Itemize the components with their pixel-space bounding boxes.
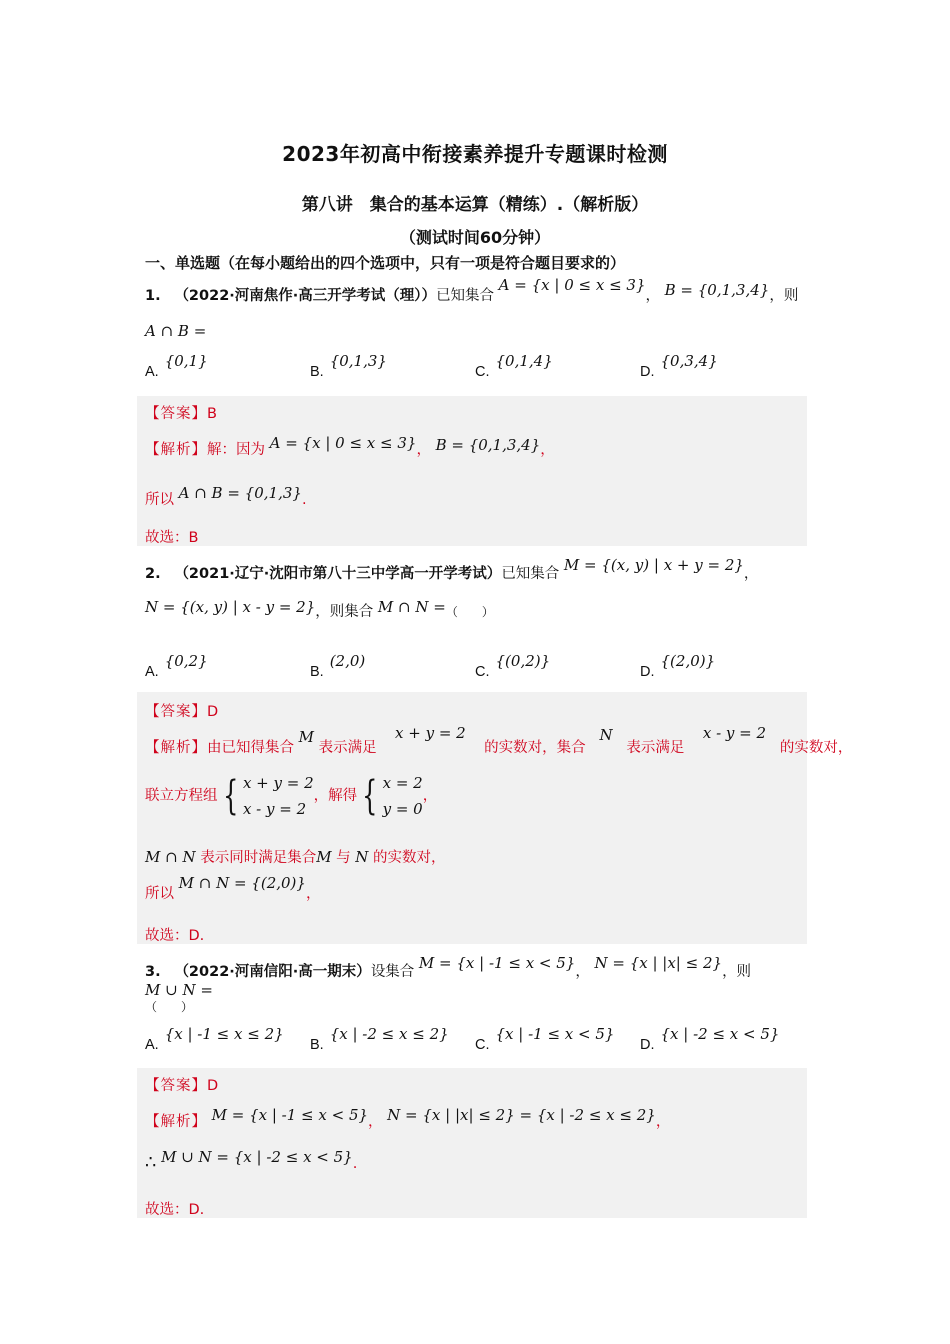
analysis-text: 解：因为 bbox=[207, 442, 265, 458]
option-c[interactable] bbox=[475, 352, 553, 380]
option-value: {0,1} bbox=[164, 352, 208, 370]
analysis-line bbox=[145, 724, 853, 757]
option-value: {0,1,3} bbox=[329, 352, 387, 370]
answer-line bbox=[145, 700, 218, 721]
option-a[interactable] bbox=[145, 1025, 284, 1053]
test-time: （测试时间60分钟） bbox=[399, 228, 551, 247]
analysis-text: ， bbox=[422, 788, 438, 804]
brace-icon: { bbox=[222, 773, 238, 819]
analysis-result-line: ∴ M ∪ N = {x | -2 ≤ x < 5}. bbox=[145, 1148, 358, 1173]
analysis-text: 表示同时满足集合 bbox=[200, 850, 317, 866]
option-label: B. bbox=[310, 364, 324, 380]
analysis-system-line bbox=[145, 770, 437, 822]
answer-value: D bbox=[207, 704, 219, 720]
stem-text: ，则 bbox=[769, 288, 799, 304]
equation: y = 0 bbox=[382, 800, 423, 818]
analysis-text: 所以 bbox=[145, 886, 174, 902]
question-2-stem-cont bbox=[145, 600, 805, 621]
analysis-formula: M bbox=[298, 728, 314, 746]
set-a-formula: A = {x | 0 ≤ x ≤ 3} bbox=[498, 276, 646, 294]
answer-line bbox=[145, 402, 217, 423]
option-label: D. bbox=[640, 664, 655, 680]
answer-box-1 bbox=[137, 396, 807, 546]
option-d[interactable] bbox=[640, 1025, 780, 1053]
analysis-formula: M = {x | -1 ≤ x < 5} bbox=[211, 1106, 369, 1124]
answer-tag: 【答案】 bbox=[145, 1078, 207, 1094]
option-value: {x | -1 ≤ x < 5} bbox=[495, 1025, 615, 1043]
set-b-formula: B = {0,1,3,4} bbox=[664, 281, 770, 299]
analysis-line: 【解析】解：因为 A = {x | 0 ≤ x ≤ 3}， B = {0,1,3,4}， bbox=[145, 434, 555, 458]
choose-line: 故选：D. bbox=[145, 928, 205, 944]
analysis-formula: N bbox=[599, 726, 613, 744]
option-label: D. bbox=[640, 364, 655, 380]
analysis-text: 的实数对， bbox=[779, 740, 853, 756]
option-label: A. bbox=[145, 364, 159, 380]
option-b[interactable] bbox=[310, 352, 387, 380]
option-value: {0,2} bbox=[164, 652, 208, 670]
analysis-result-line: 所以 A ∩ B = {0,1,3}. bbox=[145, 484, 307, 508]
ask-formula: A ∩ B = bbox=[145, 322, 207, 340]
option-value: {x | -2 ≤ x < 5} bbox=[660, 1025, 780, 1043]
analysis-text: 联立方程组 bbox=[145, 788, 218, 804]
analysis-formula: M ∩ N = {(2,0)} bbox=[178, 874, 306, 892]
option-label: A. bbox=[145, 1037, 159, 1053]
option-label: B. bbox=[310, 664, 324, 680]
option-label: C. bbox=[475, 664, 490, 680]
analysis-formula: B = {0,1,3,4} bbox=[435, 436, 541, 454]
choose-line: 故选：B bbox=[145, 530, 199, 546]
option-a[interactable] bbox=[145, 652, 208, 680]
question-2-stem: 2. （2021·辽宁·沈阳市第八十三中学高一开学考试）已知集合 M = {(x, y) | x + y = 2}， bbox=[145, 556, 759, 582]
option-value: {(0,2)} bbox=[495, 652, 551, 670]
document-title: 2023年初高中衔接素养提升专题课时检测 bbox=[282, 142, 668, 166]
option-value: {x | -2 ≤ x ≤ 2} bbox=[329, 1025, 449, 1043]
stem-text: 已知集合 bbox=[501, 566, 560, 582]
analysis-formula: x + y = 2 bbox=[395, 724, 466, 742]
analysis-formula: N bbox=[355, 848, 369, 866]
analysis-text: 的实数对，集合 bbox=[484, 740, 586, 756]
answer-line bbox=[145, 1074, 218, 1095]
question-source: （2022·河南信阳·高一期末） bbox=[174, 964, 371, 980]
analysis-text: 与 bbox=[336, 850, 351, 866]
stem-text: 已知集合 bbox=[436, 288, 495, 304]
option-value: (2,0) bbox=[329, 652, 366, 670]
option-label: C. bbox=[475, 364, 490, 380]
answer-value: B bbox=[207, 406, 217, 422]
set-n-formula: N = {x | |x| ≤ 2} bbox=[594, 954, 723, 972]
therefore-icon: ∴ bbox=[145, 1152, 157, 1173]
set-m-formula: M = {x | -1 ≤ x < 5} bbox=[418, 954, 576, 972]
set-n-formula: N = {(x, y) | x - y = 2} bbox=[145, 598, 316, 616]
question-1-stem bbox=[145, 276, 805, 305]
ask-formula: M ∪ N = bbox=[145, 981, 213, 999]
analysis-line bbox=[145, 846, 446, 867]
question-3-stem: 3. （2022·河南信阳·高一期末）设集合 M = {x | -1 ≤ x < 5}， N = {x | |x| ≤ 2}，则M ∪ N = bbox=[145, 954, 752, 999]
equation: x + y = 2 bbox=[242, 774, 314, 792]
equation-system bbox=[383, 770, 423, 822]
option-label: A. bbox=[145, 664, 159, 680]
option-b[interactable] bbox=[310, 1025, 449, 1053]
analysis-formula: M bbox=[316, 848, 332, 866]
equation-system bbox=[243, 770, 314, 822]
option-label: C. bbox=[475, 1037, 490, 1053]
question-source: （2022·河南焦作·高三开学考试（理）） bbox=[174, 288, 437, 304]
answer-tag: 【答案】 bbox=[145, 406, 207, 422]
answer-box-2 bbox=[137, 692, 853, 944]
analysis-formula: N = {x | |x| ≤ 2} = {x | -2 ≤ x ≤ 2} bbox=[387, 1106, 656, 1124]
choose-line: 故选：D. bbox=[145, 1202, 205, 1218]
brace-icon: { bbox=[362, 773, 378, 819]
option-value: {0,1,4} bbox=[495, 352, 553, 370]
analysis-text: ，解得 bbox=[313, 788, 358, 804]
answer-blank: （ ） bbox=[145, 1000, 194, 1014]
analysis-formula: x - y = 2 bbox=[702, 724, 767, 742]
analysis-formula: A ∩ B = {0,1,3} bbox=[178, 484, 302, 502]
equation: x - y = 2 bbox=[242, 800, 307, 818]
analysis-formula: M ∩ N bbox=[145, 848, 196, 866]
analysis-text: 由已知得集合 bbox=[207, 740, 294, 756]
option-label: B. bbox=[310, 1037, 324, 1053]
option-c[interactable] bbox=[475, 652, 551, 680]
option-a[interactable] bbox=[145, 352, 208, 380]
analysis-tag: 【解析】 bbox=[145, 1114, 207, 1130]
analysis-line: 【解析】 M = {x | -1 ≤ x < 5}， N = {x | |x| ≤ 2} = {x | -2 ≤ x ≤ 2}， bbox=[145, 1106, 671, 1130]
stem-text: 设集合 bbox=[370, 964, 415, 980]
option-value: {(2,0)} bbox=[660, 652, 716, 670]
stem-text: ，则集合 bbox=[315, 604, 374, 620]
question-number: 3. bbox=[145, 964, 161, 980]
analysis-text: 表示满足 bbox=[626, 740, 685, 756]
option-c[interactable] bbox=[475, 1025, 615, 1053]
option-d[interactable] bbox=[640, 352, 718, 380]
question-number: 2. bbox=[145, 566, 161, 582]
question-source: （2021·辽宁·沈阳市第八十三中学高一开学考试） bbox=[174, 566, 502, 582]
stem-text: ，则 bbox=[722, 964, 752, 980]
comma: ， bbox=[645, 288, 661, 304]
analysis-tag: 【解析】 bbox=[145, 442, 207, 458]
option-d[interactable] bbox=[640, 652, 716, 680]
answer-box-3 bbox=[137, 1068, 807, 1218]
analysis-formula: A = {x | 0 ≤ x ≤ 3} bbox=[269, 434, 417, 452]
analysis-text: 所以 bbox=[145, 492, 174, 508]
option-b[interactable] bbox=[310, 652, 366, 680]
answer-value: D bbox=[207, 1078, 219, 1094]
equation: x = 2 bbox=[382, 774, 423, 792]
option-label: D. bbox=[640, 1037, 655, 1053]
analysis-text: 的实数对， bbox=[373, 850, 446, 866]
question-number: 1. bbox=[145, 288, 161, 304]
option-value: {0,3,4} bbox=[660, 352, 718, 370]
ask-formula: M ∩ N = bbox=[377, 598, 446, 616]
analysis-formula: M ∪ N = {x | -2 ≤ x < 5} bbox=[161, 1148, 353, 1166]
answer-blank: （ ） bbox=[445, 605, 494, 619]
question-1-ask bbox=[145, 322, 805, 340]
set-m-formula: M = {(x, y) | x + y = 2} bbox=[563, 556, 744, 574]
option-value: {x | -1 ≤ x ≤ 2} bbox=[164, 1025, 284, 1043]
analysis-result-line: 所以 M ∩ N = {(2,0)}， bbox=[145, 874, 321, 902]
answer-tag: 【答案】 bbox=[145, 704, 207, 720]
lesson-subtitle: 第八讲 集合的基本运算（精练）.（解析版） bbox=[301, 195, 649, 215]
analysis-tag: 【解析】 bbox=[145, 740, 207, 756]
analysis-text: 表示满足 bbox=[318, 740, 377, 756]
section-heading: 一、单选题（在每小题给出的四个选项中，只有一项是符合题目要求的） bbox=[145, 254, 626, 272]
